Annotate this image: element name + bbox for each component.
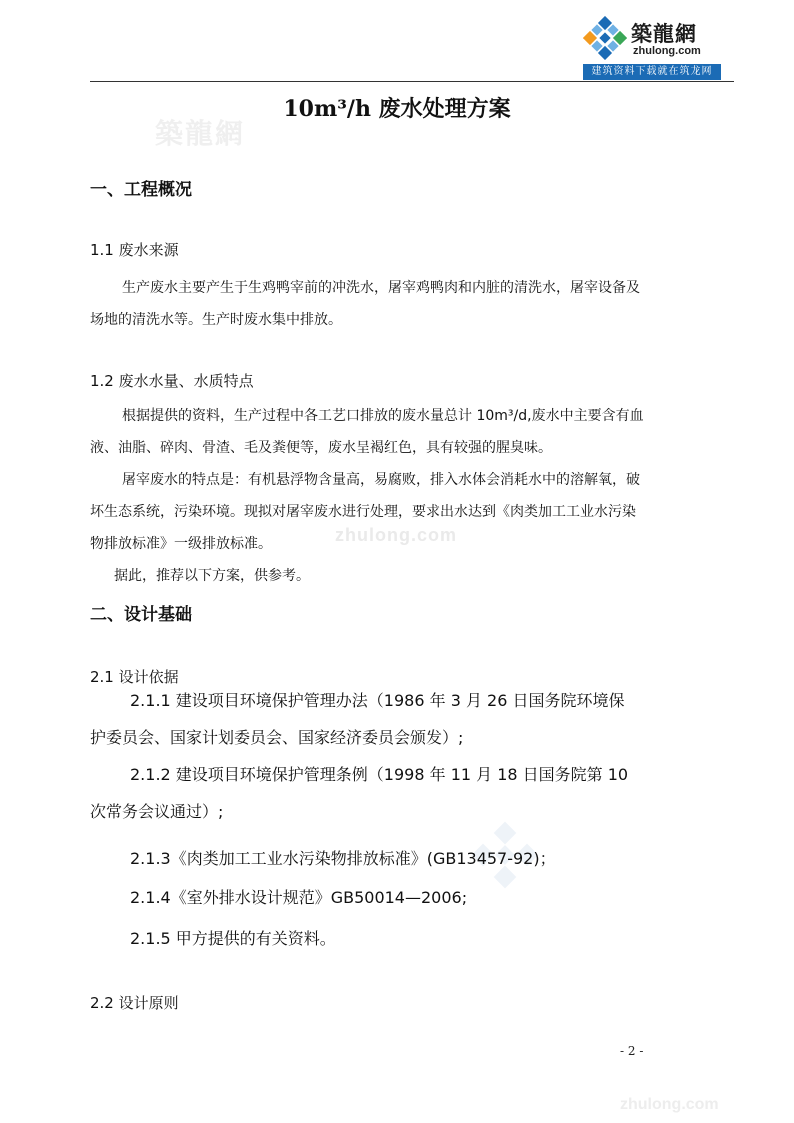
subsection-heading-design-references: 2.1 设计依据 — [90, 668, 179, 686]
subsection-heading-water-quality: 1.2 废水水量、水质特点 — [90, 372, 254, 390]
paragraph-line: 屠宰废水的特点是：有机悬浮物含量高，易腐败，排入水体会消耗水中的溶解氧，破 — [122, 472, 640, 488]
reference-line: 2.1.2 建设项目环境保护管理条例（1998 年 11 月 18 日国务院第 10 — [130, 765, 629, 784]
logo-english-text: zhulong.com — [633, 45, 701, 57]
section-heading-overview: 一、工程概况 — [90, 180, 192, 200]
subsection-heading-wastewater-source: 1.1 废水来源 — [90, 241, 179, 259]
header-divider — [90, 81, 734, 82]
reference-line: 次常务会议通过）; — [90, 802, 224, 821]
reference-line: 2.1.3《肉类加工工业水污染物排放标准》(GB13457-92)； — [130, 849, 556, 868]
paragraph-line: 坏生态系统，污染环境。现拟对屠宰废水进行处理，要求出水达到《肉类加工工业水污染 — [90, 504, 636, 520]
reference-line: 2.1.1 建设项目环境保护管理办法（1986 年 3 月 26 日国务院环境保 — [130, 691, 625, 710]
reference-line: 2.1.5 甲方提供的有关资料。 — [130, 929, 336, 948]
references-block — [90, 682, 730, 756]
watermark-bottom: zhulong.com — [620, 1096, 719, 1113]
reference-line: 2.1.4《室外排水设计规范》GB50014—2006; — [130, 888, 468, 907]
paragraph-line: 据此，推荐以下方案，供参考。 — [114, 568, 310, 584]
subsection-heading-design-principles: 2.2 设计原则 — [90, 994, 179, 1012]
paragraph-water-quality — [90, 400, 720, 592]
paragraph-line: 液、油脂、碎肉、骨渣、毛及粪便等，废水呈褐红色，具有较强的腥臭味。 — [90, 440, 552, 456]
watermark-middle: zhulong.com — [335, 525, 457, 545]
section-heading-design-basis: 二、设计基础 — [90, 605, 192, 625]
references-block — [90, 756, 730, 830]
logo-slogan-banner: 建筑资料下载就在筑龙网 — [583, 64, 721, 80]
paragraph-wastewater-source — [90, 272, 720, 336]
logo-chinese-text: 築龍網 — [631, 21, 697, 46]
logo-diamond-icon — [583, 16, 627, 60]
paragraph-line: 根据提供的资料，生产过程中各工艺口排放的废水量总计 10m³/d,废水中主要含有血 — [122, 408, 644, 424]
paragraph-line: 场地的清洗水等。生产时废水集中排放。 — [90, 312, 342, 328]
paragraph-line: 生产废水主要产生于生鸡鸭宰前的冲洗水，屠宰鸡鸭肉和内脏的清洗水，屠宰设备及 — [122, 280, 640, 296]
reference-line: 护委员会、国家计划委员会、国家经济委员会颁发）; — [90, 728, 464, 747]
paragraph-line: 物排放标准》一级排放标准。 — [90, 536, 272, 552]
page-number: - 2 - — [620, 1044, 644, 1058]
site-logo — [583, 14, 721, 80]
document-title: 10m³/h 废水处理方案 — [283, 96, 511, 122]
watermark-top: 築龍網 — [155, 117, 246, 150]
